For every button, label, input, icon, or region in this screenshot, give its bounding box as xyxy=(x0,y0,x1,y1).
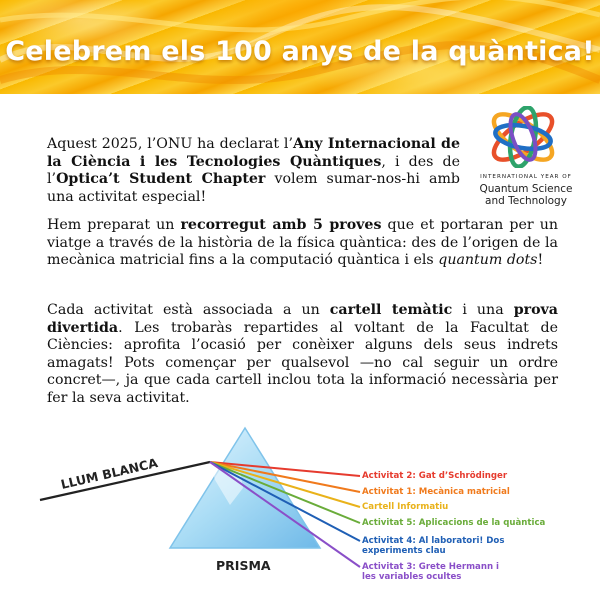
header-banner xyxy=(0,0,600,94)
intro-text-3: volem sumar-nos-hi amb una activitat especial! xyxy=(47,171,460,205)
logo-caption xyxy=(466,183,586,207)
iyq-logo-icon xyxy=(478,106,568,168)
activity-text-2: i una xyxy=(452,302,514,318)
activity-paragraph xyxy=(47,302,558,408)
activity-text-1: Cada activitat està associada a un xyxy=(47,302,330,318)
intro-paragraph xyxy=(47,136,460,206)
white-light-label: LLUM BLANCA xyxy=(59,455,160,492)
ray-label-activity-3 xyxy=(362,562,512,582)
logo-caption-line2: and Technology xyxy=(485,195,567,207)
activity-bold-test: prova divertida xyxy=(47,302,558,336)
intro-bold-year: Any Internacional de la Ciència i les Tecnologies Quàntiques xyxy=(47,136,461,170)
ray-label-text: Activitat 4: Al laboratori! Dos experiments clau xyxy=(362,536,505,556)
intro-bold-chapter: Optica’t Student Chapter xyxy=(56,171,266,188)
ray-label-activity-4 xyxy=(362,536,512,556)
ray-label-text: Activitat 1: Mecànica matricial xyxy=(362,487,510,497)
ray-label-text: Cartell Informatiu xyxy=(362,502,449,512)
ray-label-activity-1 xyxy=(362,487,510,497)
intro-text-2: , i des de l’ xyxy=(47,153,460,188)
prism-label: PRISMA xyxy=(216,558,271,573)
ray-label-text: Activitat 2: Gat d’Schrödinger xyxy=(362,471,508,481)
intro-text-1: Aquest 2025, l’ONU ha declarat l’ xyxy=(47,136,293,152)
ray-label-activity-2 xyxy=(362,471,507,481)
route-text-1: Hem preparat un xyxy=(47,217,181,233)
ray-label-info-poster xyxy=(362,502,448,512)
activity-text-3: . Les trobaràs repartides al voltant de la Facultat de Ciències: aprofita l’ocasió per conèixer alguns dels seus indrets amagats! Pots començar per qualsevol —no cal seguir un ordre concret—, ja que cada cartell inclou tota la informació necessària per fer la seva activitat. xyxy=(47,319,558,406)
route-text-3: ! xyxy=(537,252,544,269)
ray-label-text: Activitat 5: Aplicacions de la quàntica xyxy=(362,518,546,528)
route-paragraph xyxy=(47,217,558,270)
route-italic: quantum dots xyxy=(438,252,538,269)
banner-title: Celebrem els 100 anys de la quàntica! xyxy=(5,36,595,67)
route-bold: recorregut amb 5 proves xyxy=(180,217,382,233)
ray-label-activity-5 xyxy=(362,518,545,528)
activity-bold-poster: cartell temàtic xyxy=(329,302,453,318)
route-text-2: que et portaran per un viatge a través de la història de la física quàntica: des de l’origen de la mecànica matricial fins a la computació quàntica i els xyxy=(47,217,558,269)
ray-label-text: Activitat 3: Grete Hermann i les variables ocultes xyxy=(362,562,499,582)
logo-caption-line1: Quantum Science xyxy=(479,183,573,195)
logo-caption-small: INTERNATIONAL YEAR OF xyxy=(480,174,572,180)
